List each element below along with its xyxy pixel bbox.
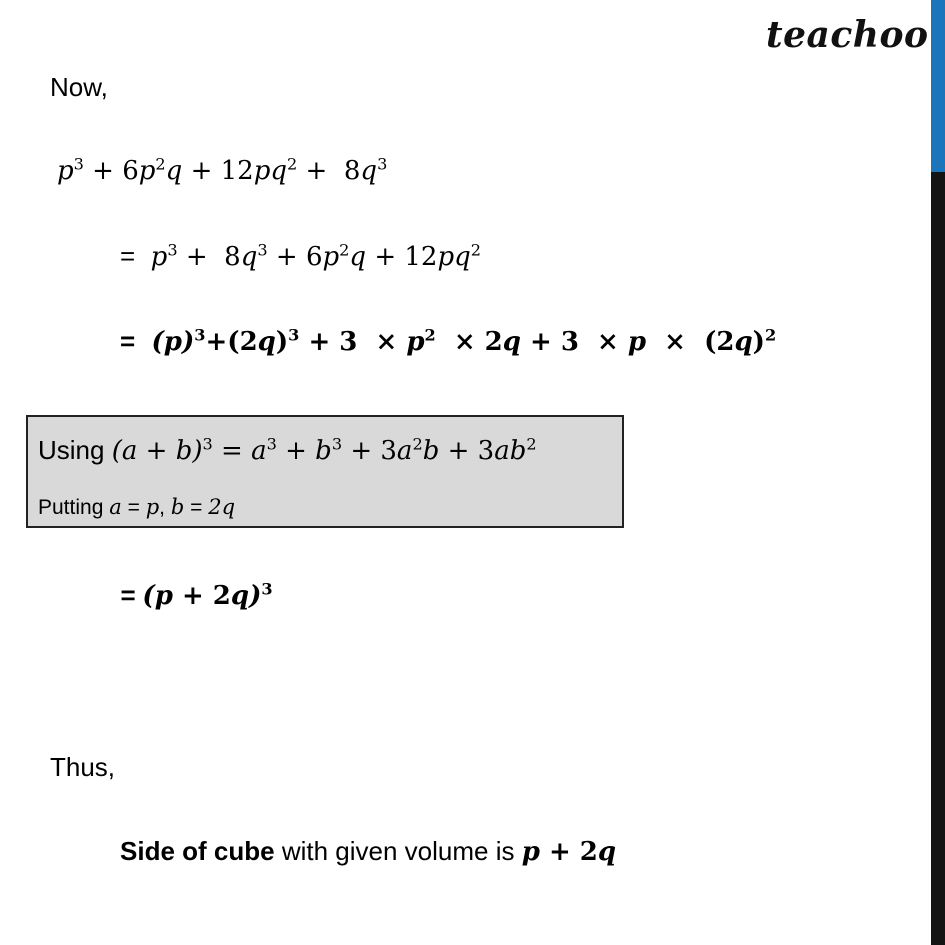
now-label: Now, xyxy=(50,72,108,102)
identity-label: Using xyxy=(38,435,105,465)
teachoo-logo: teachoo xyxy=(766,14,929,56)
conclusion-line xyxy=(120,836,616,867)
side-expression: p + 2q xyxy=(521,837,617,867)
substitution-row: Putting a = p, b = 2q xyxy=(38,495,236,519)
identity-note-box xyxy=(26,415,624,528)
putting-label: Putting xyxy=(38,496,104,519)
conclusion-text: with given volume is xyxy=(281,836,515,866)
result-expression: $(p + 2q)^3$ xyxy=(142,579,273,611)
rearranged-expression: $p^3 + 8q^3 + 6p^2q + 12pq^2$ xyxy=(142,240,481,272)
result-line xyxy=(120,580,273,611)
expression-line: $p^3 + 6p^2q + 12pq^2 + 8q^3$ xyxy=(57,154,388,186)
cube-form-expression: $(p)^3+(2q)^3 + 3 \times p^2 \times 2q + 3 \times p \times (2q)^2$ xyxy=(142,325,777,357)
cube-form-line xyxy=(120,326,776,357)
equals-sign: = xyxy=(120,580,136,610)
thus-label: Thus, xyxy=(50,752,116,782)
conclusion-bold-text: Side of cube xyxy=(120,836,275,866)
scrollbar-thumb[interactable] xyxy=(931,0,945,172)
rearranged-line xyxy=(120,241,481,272)
scrollbar-track[interactable] xyxy=(931,0,945,945)
equals-sign: = xyxy=(120,326,136,356)
identity-row xyxy=(38,435,537,466)
equals-sign: = xyxy=(120,241,136,271)
identity-formula: $(a + b)^3 = a^3 + b^3 + 3a^2b + 3ab^2$ xyxy=(111,434,537,466)
